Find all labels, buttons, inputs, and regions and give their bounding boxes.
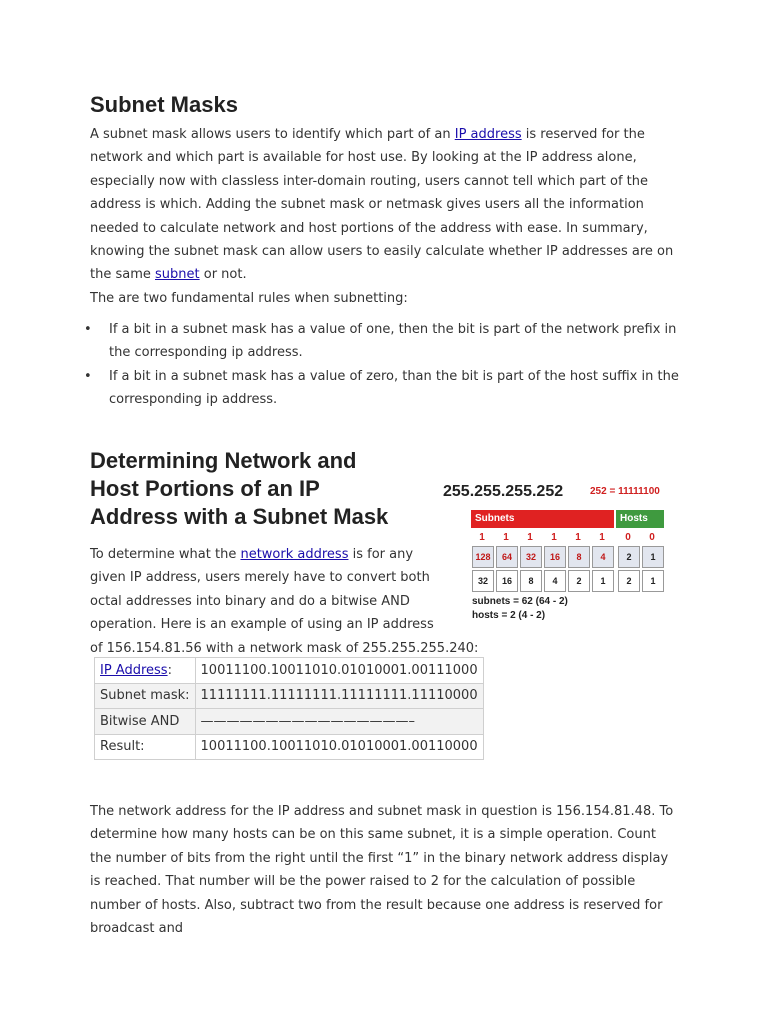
figure-cell: 1 (592, 570, 614, 592)
ip-address-link[interactable]: IP address (454, 127, 522, 142)
list-item: • If a bit in a subnet mask has a value of zero, than the bit is part of the host suffix in the corresponding ip address. (90, 365, 680, 412)
table-cell-value: 11111111.11111111.11111111.11110000 (195, 683, 483, 709)
figure-cell: 4 (544, 570, 566, 592)
bit-label: 0 (649, 532, 655, 543)
table-row (95, 734, 484, 760)
table-cell-label: IP Address: (95, 658, 196, 684)
bit-label: 0 (625, 532, 631, 543)
bit-label: 1 (599, 532, 605, 543)
figure-cell: 2 (618, 570, 640, 592)
table-row (95, 658, 484, 684)
subnets-bar (471, 510, 614, 528)
mask-line: of 156.154.81.56 with a network mask of 255.255.255.240: (90, 641, 479, 656)
figure-binary: 252 = 11111100 (590, 486, 660, 497)
figure-cell: 128 (472, 546, 494, 568)
figure-cell: 4 (592, 546, 614, 568)
network-paragraph: To determine what the network address is for any given IP address, users merely have to convert both octal addresses into binary and do a bitwise AND operation. Here is an example of using an IP address (90, 547, 434, 633)
bit-label: 1 (575, 532, 581, 543)
hosts-bar (616, 510, 664, 528)
subnet-link[interactable]: subnet (155, 267, 200, 283)
figure-cell: 2 (568, 570, 590, 592)
figure-cell: 1 (642, 570, 664, 592)
bitwise-table (94, 657, 484, 760)
figure-cell: 32 (520, 546, 542, 568)
table-cell-value: 10011100.10011010.01010001.00111000 (195, 658, 483, 684)
rules-list (90, 318, 680, 412)
figure-cell: 32 (472, 570, 494, 592)
table-cell-value: ————————————————– (195, 709, 483, 735)
bit-label: 1 (479, 532, 485, 543)
figure-mask: 255.255.255.252 (443, 483, 564, 500)
figure-cell: 8 (568, 546, 590, 568)
subnet-figure (440, 482, 670, 632)
ip-address-table-link[interactable]: IP Address (100, 662, 168, 678)
table-cell-value: 10011100.10011010.01010001.00110000 (195, 734, 483, 760)
list-item: • If a bit in a subnet mask has a value of one, then the bit is part of the network prefix in the corresponding ip address. (90, 318, 680, 365)
figure-cell: 64 (496, 546, 518, 568)
intro-paragraph: A subnet mask allows users to identify which part of an IP address is reserved for the network and which part is available for host use. By looking at the IP address alone, especially now with classless inter-domain routing, users cannot tell which part of the address is which. Adding the subnet mask or netmask gives users all the information needed to calculate network and host portions of the address with ease. In summary, knowing the subnet mask can allow users to easily calculate whether IP addresses are on the same subnet or not. The are two fundamental rules when subnetting: (90, 127, 674, 306)
figure-cell: 1 (642, 546, 664, 568)
table-cell-label: Result: (95, 734, 196, 760)
rules-intro: The are two fundamental rules when subnetting: (90, 290, 408, 306)
figure-note-hosts: hosts = 2 (4 - 2) (472, 610, 546, 621)
figure-note-subnets: subnets = 62 (64 - 2) (472, 596, 568, 607)
heading-subnet-masks: Subnet Masks (90, 92, 238, 117)
figure-cell: 8 (520, 570, 542, 592)
figure-cell: 2 (618, 546, 640, 568)
closing-paragraph: The network address for the IP address and subnet mask in question is 156.154.81.48. To determine how many hosts can be on this same subnet, it is a simple operation. Count the number of bits from the right until the first “1” in the binary network address display is reached. That number will be the power raised to 2 for the calculation of possible number of hosts. Also, subtract two from the result because one address is reserved for broadcast and (90, 804, 674, 937)
heading-determining-network: Determining Network and Host Portions of an IP Address with a Subnet Mask (90, 448, 389, 529)
bit-label: 1 (551, 532, 557, 543)
table-row (95, 709, 484, 735)
figure-cell: 16 (496, 570, 518, 592)
subnets-label: Subnets (475, 513, 515, 524)
table-cell-label: Bitwise AND (95, 709, 196, 735)
table-cell-label: Subnet mask: (95, 683, 196, 709)
table-row (95, 683, 484, 709)
bit-label: 1 (527, 532, 533, 543)
hosts-label: Hosts (620, 513, 648, 524)
bit-label: 1 (503, 532, 509, 543)
figure-cell: 16 (544, 546, 566, 568)
network-address-link[interactable]: network address (240, 547, 349, 562)
